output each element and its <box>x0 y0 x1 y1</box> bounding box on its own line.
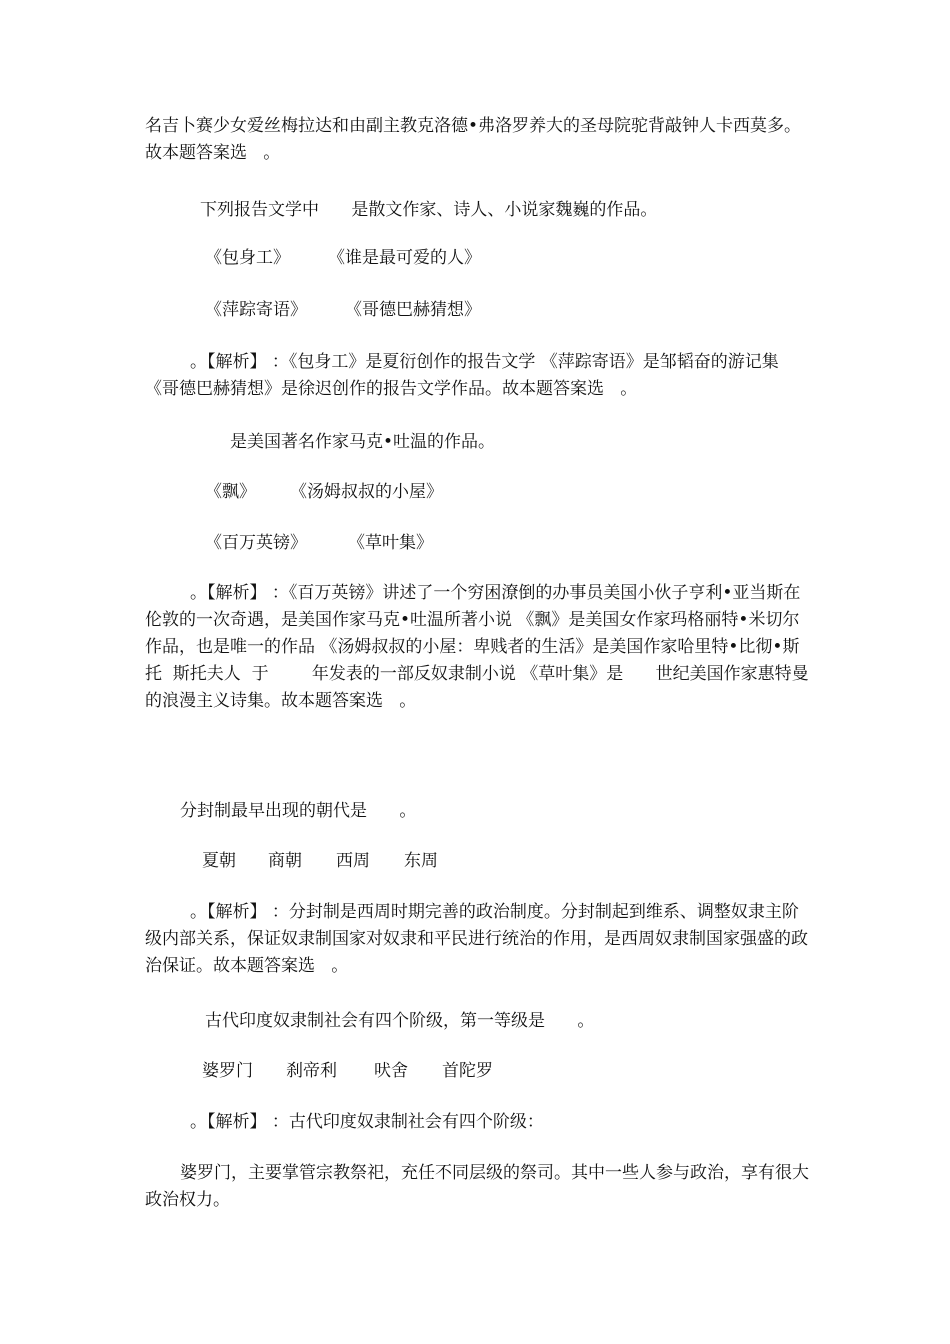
question-1: 下列报告文学中 是散文作家、诗人、小说家魏巍的作品。 <box>200 200 658 220</box>
question-2: 是美国著名作家马克•吐温的作品。 <box>230 432 496 452</box>
answer-2: 。【解析】 ：《百万英镑》讲述了一个穷困潦倒的办事员美国小伙子亨利•亚当斯在伦敦的一次奇遇，是美国作家马克•吐温所著小说 《飘》是美国女作家玛格丽特•米切尔 作品，也是唯一的作品 《汤姆叔叔的小屋：卑贱者的生活》是美国作家哈里特•比彻•斯托 斯托夫人 于 年发表的一部反奴隶制小说 《草叶集》是 世纪美国作家惠特曼的浪漫主义诗集。故本题答案选 。 <box>145 583 811 711</box>
question-3: 分封制最早出现的朝代是 。 <box>180 801 417 821</box>
q1-option-a: 《包身工》 <box>205 248 290 268</box>
q3-option-c: 西周 <box>336 851 370 871</box>
q2-option-b: 《汤姆叔叔的小屋》 <box>290 482 443 502</box>
answer-4: 。【解析】 ：古代印度奴隶制社会有四个阶级： <box>190 1112 544 1132</box>
q1-option-c: 《萍踪寄语》 <box>205 300 307 320</box>
q2-option-d: 《草叶集》 <box>348 533 433 553</box>
paragraph-brahmin: 婆罗门，主要掌管宗教祭祀，充任不同层级的祭司。其中一些人参与政治，享有很大政治权力。 <box>145 1163 809 1210</box>
answer-3: 。【解析】 ：分封制是西周时期完善的政治制度。分封制起到维系、调整奴隶主阶级内部关系，保证奴隶制国家对奴隶和平民进行统治的作用，是西周奴隶制国家强盛的政治保证。故本题答案选 。 <box>145 902 808 976</box>
q4-option-c: 吠舍 <box>374 1061 408 1081</box>
q4-option-d: 首陀罗 <box>442 1061 493 1081</box>
q4-option-b: 刹帝利 <box>286 1061 337 1081</box>
q2-option-c: 《百万英镑》 <box>205 533 307 553</box>
answer-1: 。【解析】 ：《包身工》是夏衍创作的报告文学 《萍踪寄语》是邹韬奋的游记集 《哥德巴赫猜想》是徐迟创作的报告文学作品。故本题答案选 。 <box>145 352 785 399</box>
q3-option-a: 夏朝 <box>202 851 236 871</box>
q1-option-b: 《谁是最可爱的人》 <box>328 248 481 268</box>
q4-option-a: 婆罗门 <box>202 1061 253 1081</box>
q1-option-d: 《哥德巴赫猜想》 <box>345 300 481 320</box>
paragraph-continuation: 名吉卜赛少女爱丝梅拉达和由副主教克洛德•弗洛罗养大的圣母院驼背敲钟人卡西莫多。故本题答案选 。 <box>145 116 802 163</box>
question-4: 古代印度奴隶制社会有四个阶级，第一等级是 。 <box>205 1011 595 1031</box>
q3-option-b: 商朝 <box>268 851 302 871</box>
q3-option-d: 东周 <box>404 851 438 871</box>
q2-option-a: 《飘》 <box>205 482 256 502</box>
